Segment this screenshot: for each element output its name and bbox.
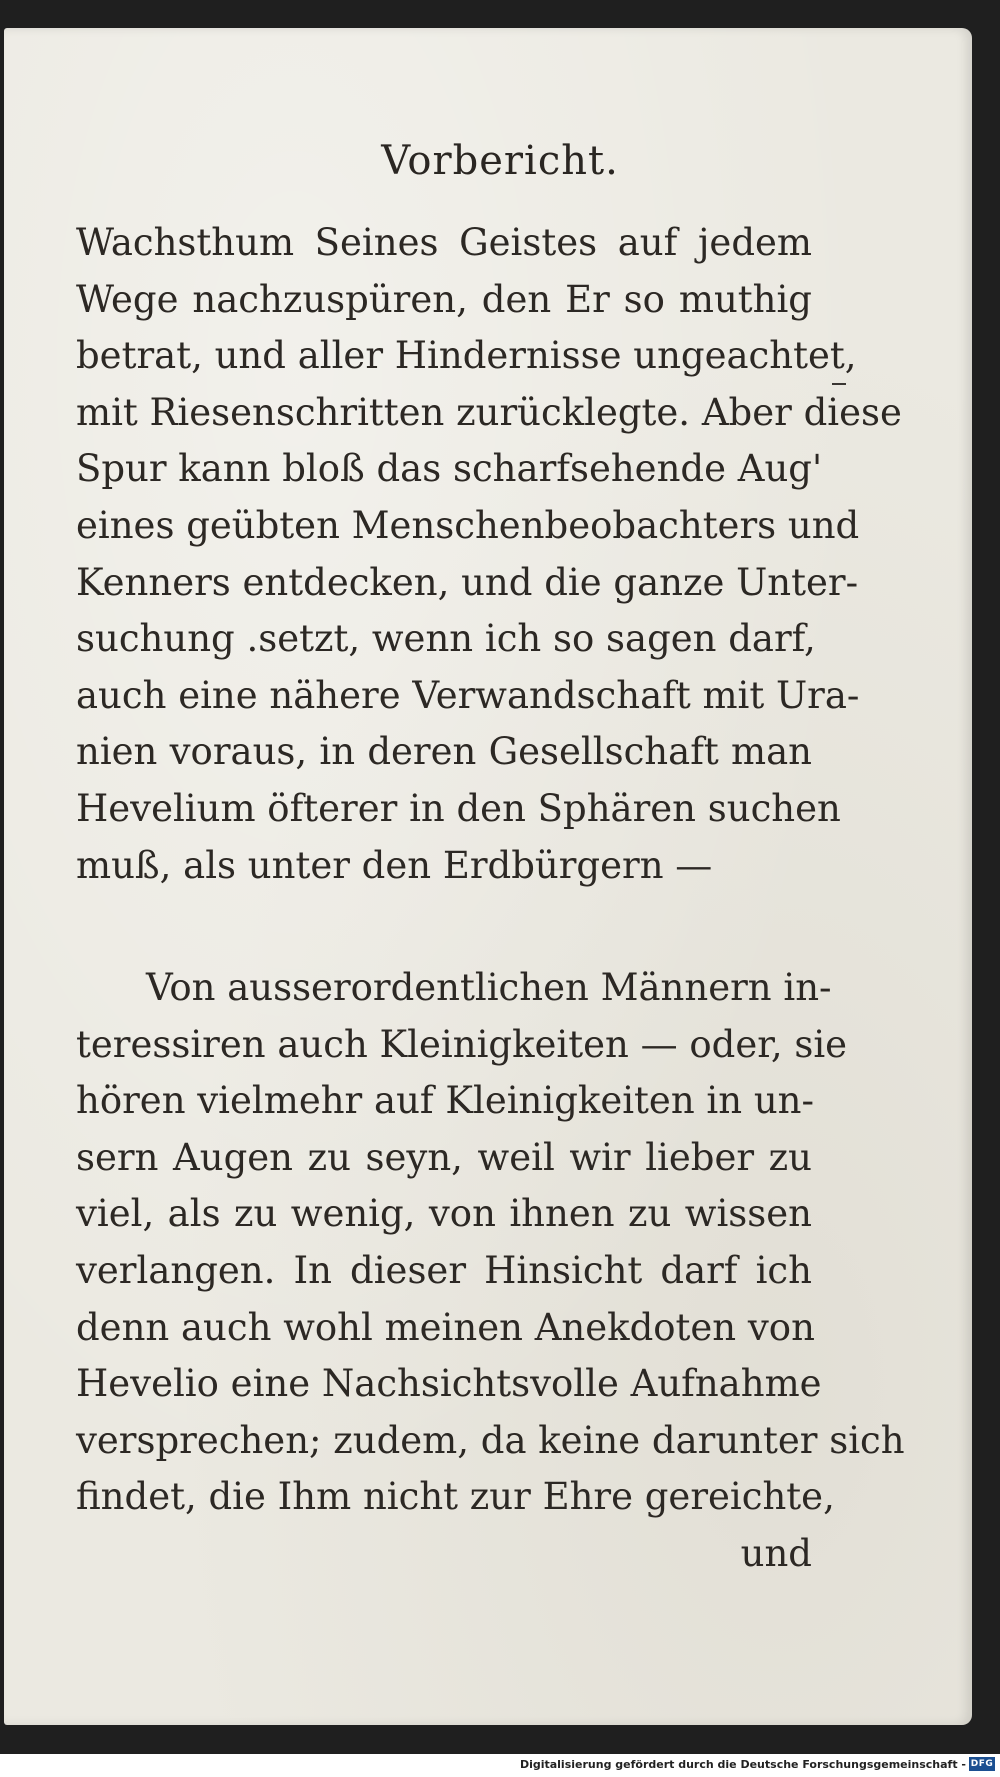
text-line: viel, als zu wenig, von ihnen zu wissen — [76, 1192, 812, 1236]
text-line: verlangen. In dieser Hinsicht darf ich — [76, 1248, 812, 1292]
text-line: mit Riesenschritten zurücklegte. Aber diese — [76, 390, 902, 434]
text-line: Hevelio eine Nachsichtsvolle Aufnahme — [76, 1362, 822, 1406]
text-line: muß, als unter den Erdbürgern — — [76, 843, 713, 887]
text-line: Von ausserordentlichen Männern in- — [146, 966, 832, 1009]
paragraph-1 — [76, 215, 902, 894]
text-line: teressiren auch Kleinigkeiten — oder, sie — [76, 1022, 848, 1066]
text-line: denn auch wohl meinen Anekdoten von — [76, 1305, 815, 1349]
text-line: Wege nachzuspüren, den Er so muthig — [76, 277, 812, 321]
text-line: suchung .setzt, wenn ich so sagen darf, — [76, 617, 816, 661]
text-line: eines geübten Menschenbeobachters und — [76, 503, 860, 547]
text-line: versprechen; zudem, da keine darunter sich — [76, 1418, 905, 1462]
margin-mark — [832, 383, 846, 385]
text-line: Wachsthum Seines Geistes auf jedem — [76, 221, 812, 264]
text-line: hören vielmehr auf Kleinigkeiten in un- — [76, 1079, 814, 1123]
catchword: und — [740, 1531, 812, 1575]
text-line: betrat, und aller Hindernisse ungeachtet, — [76, 334, 857, 378]
text-line: findet, die Ihm nicht zur Ehre gereichte, — [76, 1475, 835, 1519]
text-line: Hevelium öfterer in den Sphären suchen — [76, 786, 841, 830]
text-line: Spur kann bloß das scharfsehende Aug' — [76, 447, 823, 491]
running-head: Vorbericht. — [381, 138, 619, 184]
text-line: nien voraus, in deren Gesellschaft man — [76, 730, 812, 774]
text-line: Kenners entdecken, und die ganze Unter- — [76, 560, 859, 604]
dfg-logo: DFG — [970, 1759, 994, 1769]
text-line: auch eine nähere Verwandschaft mit Ura- — [76, 673, 860, 717]
paragraph-2 — [76, 960, 905, 1583]
funding-credit: Digitalisierung gefördert durch die Deutsche Forschungsgemeinschaft - — [519, 1758, 966, 1771]
text-line: sern Augen zu seyn, weil wir lieber zu — [76, 1135, 812, 1179]
